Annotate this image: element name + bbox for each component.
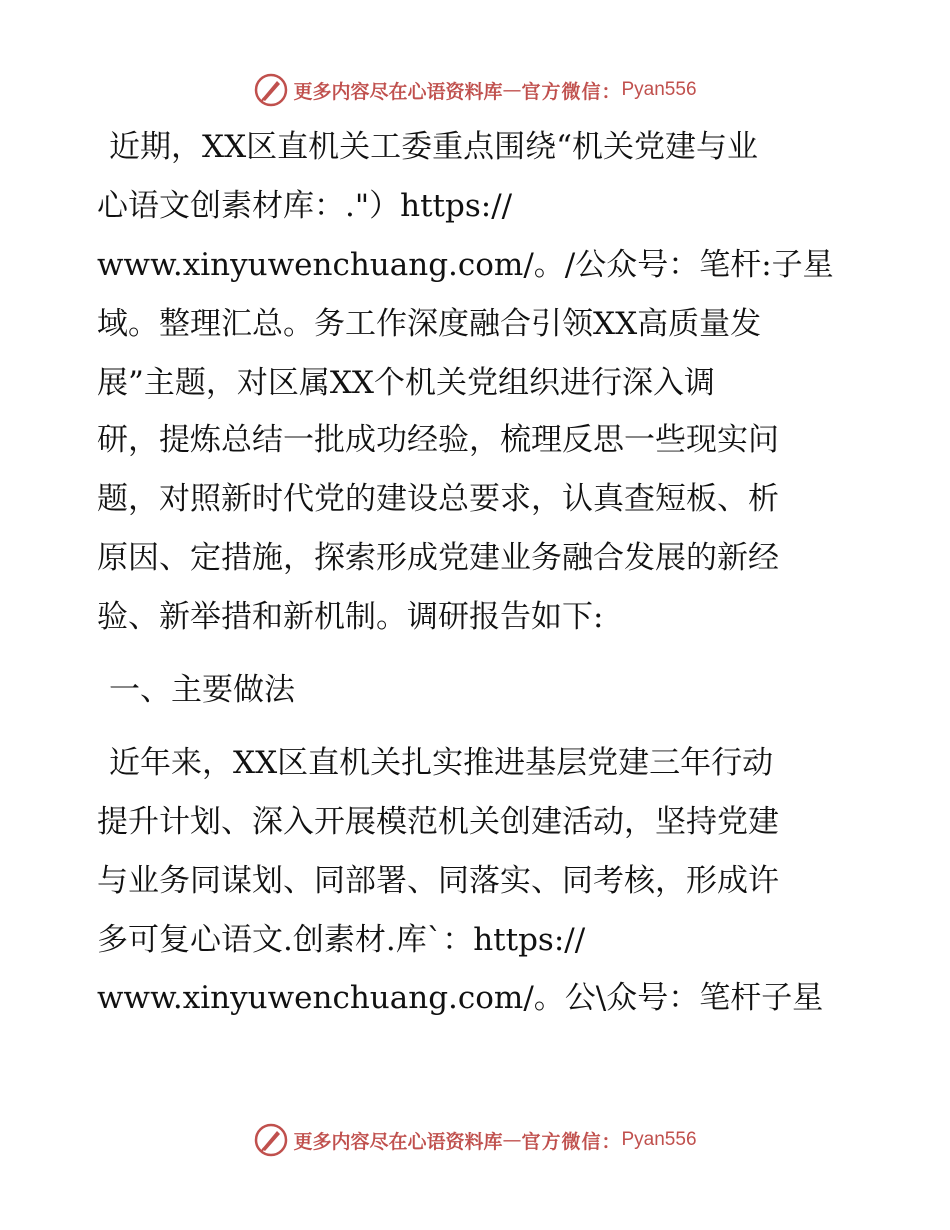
watermark-brand: 更多内容尽在心语资料库	[293, 1130, 503, 1153]
body-line: 与业务同谋划、同部署、同落实、同考核，形成许	[97, 863, 779, 899]
body-line: 多可复心语文.创素材.库`：https://	[97, 922, 586, 958]
quill-logo-icon	[253, 72, 289, 108]
body-line: 题，对照新时代党的建设总要求，认真查短板、析	[97, 481, 779, 517]
body-line: 提升计划、深入开展模范机关创建活动，坚持党建	[97, 804, 779, 840]
watermark-wechat-label: 官方微信：	[521, 1130, 622, 1153]
watermark-banner-top	[0, 70, 950, 110]
body-line: 心语文创素材库：."）https://	[97, 188, 513, 224]
watermark-banner-bottom	[0, 1120, 950, 1160]
watermark-handle: Pyan556	[621, 1129, 697, 1150]
watermark-separator: —	[502, 1129, 522, 1151]
watermark-handle: Pyan556	[621, 79, 697, 100]
body-line: 域。整理汇总。务工作深度融合引领XX高质量发	[97, 306, 762, 342]
section-heading: 一、主要做法	[109, 672, 295, 708]
body-line: 研，提炼总结一批成功经验，梳理反思一些现实问	[97, 422, 779, 458]
body-line: 近年来，XX区直机关扎实推进基层党建三年行动	[109, 745, 774, 781]
body-line: 近期，XX区直机关工委重点围绕“机关党建与业	[109, 129, 758, 165]
watermark-brand: 更多内容尽在心语资料库	[293, 80, 503, 103]
body-line: www.xinyuwenchuang.com/。/公众号：笔杆:子星	[97, 247, 834, 283]
quill-logo-icon	[253, 1122, 289, 1158]
body-line: 展”主题，对区属XX个机关党组织进行深入调	[97, 365, 715, 401]
body-line: 原因、定措施，探索形成党建业务融合发展的新经	[97, 540, 779, 576]
watermark-wechat-label: 官方微信：	[521, 80, 622, 103]
body-line: www.xinyuwenchuang.com/。公\众号：笔杆子星	[97, 980, 824, 1016]
body-line: 验、新举措和新机制。调研报告如下:	[97, 599, 604, 635]
watermark-separator: —	[502, 79, 522, 101]
